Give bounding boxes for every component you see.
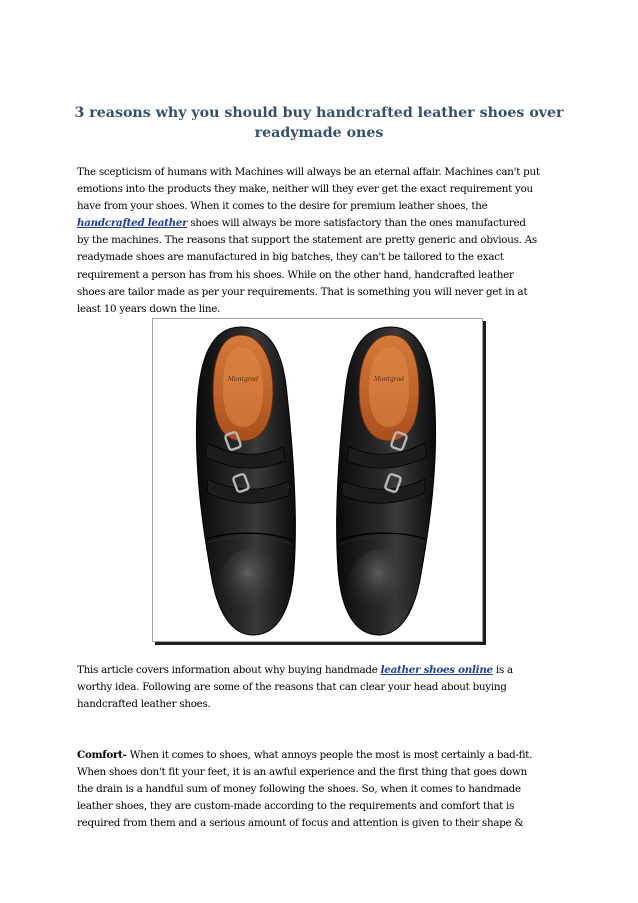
paragraph-line: handcrafted leather shoes. [77,698,211,711]
title-line-1: 3 reasons why you should buy handcrafted leather shoes over [74,105,564,121]
paragraph-text: This article covers information about why buying handmade [77,664,381,676]
article-info-paragraph [77,662,567,713]
document-title [70,103,568,143]
leather-shoes-online-link[interactable]: leather shoes online [380,664,493,676]
paragraph-line: the drain is a handful sum of money following the shoes. So, when it comes to handmade [77,783,521,796]
paragraph-line: readymade shoes are manufactured in big batches, they can't be tailored to the exact [77,251,504,264]
right-shoe [337,327,436,635]
handcrafted-leather-link[interactable]: handcrafted leather [77,217,188,230]
paragraph-line: worthy idea. Following are some of the reasons that can clear your head about buying [77,681,507,694]
paragraph-text: is a [492,664,513,676]
svg-text:Montgrad: Montgrad [227,376,259,383]
paragraph-line: shoes are tailor made as per your requirements. That is something you will never get in at [77,285,528,298]
paragraph-line: emotions into the products they make, neither will they ever get the exact requirement you [77,183,533,196]
paragraph-text: shoes will always be more satisfactory than the ones manufactured [187,217,526,230]
paragraph-line: leather shoes, they are custom-made according to the requirements and comfort that is [77,800,515,813]
shoe-image [152,318,483,642]
paragraph-line: by the machines. The reasons that support the statement are pretty generic and obvious. As [77,234,537,247]
monk-strap-shoes-illustration [153,319,482,641]
left-shoe [196,327,295,635]
svg-text:Montgrad: Montgrad [373,376,405,383]
paragraph-line: have from your shoes. When it comes to the desire for premium leather shoes, the [77,200,488,213]
comfort-heading: Comfort- [77,749,127,761]
paragraph-line: least 10 years down the line. [77,302,221,315]
paragraph-line [77,747,567,764]
paragraph-line: required from them and a serious amount of focus and attention is given to their shape & [77,817,524,830]
comfort-paragraph [77,747,567,832]
paragraph-line [77,215,567,232]
title-line-2: readymade ones [254,125,384,141]
paragraph-line: requirement a person has from his shoes. While on the other hand, handcrafted leather [77,268,514,281]
paragraph-text: When it comes to shoes, what annoys people the most is most certainly a bad-fit. [126,749,533,761]
paragraph-line: When shoes don't fit your feet, it is an awful experience and the first thing that goes down [77,766,527,779]
intro-paragraph [77,164,567,318]
paragraph-line: The scepticism of humans with Machines will always be an eternal affair. Machines can't put [77,166,540,178]
paragraph-line [77,662,567,679]
